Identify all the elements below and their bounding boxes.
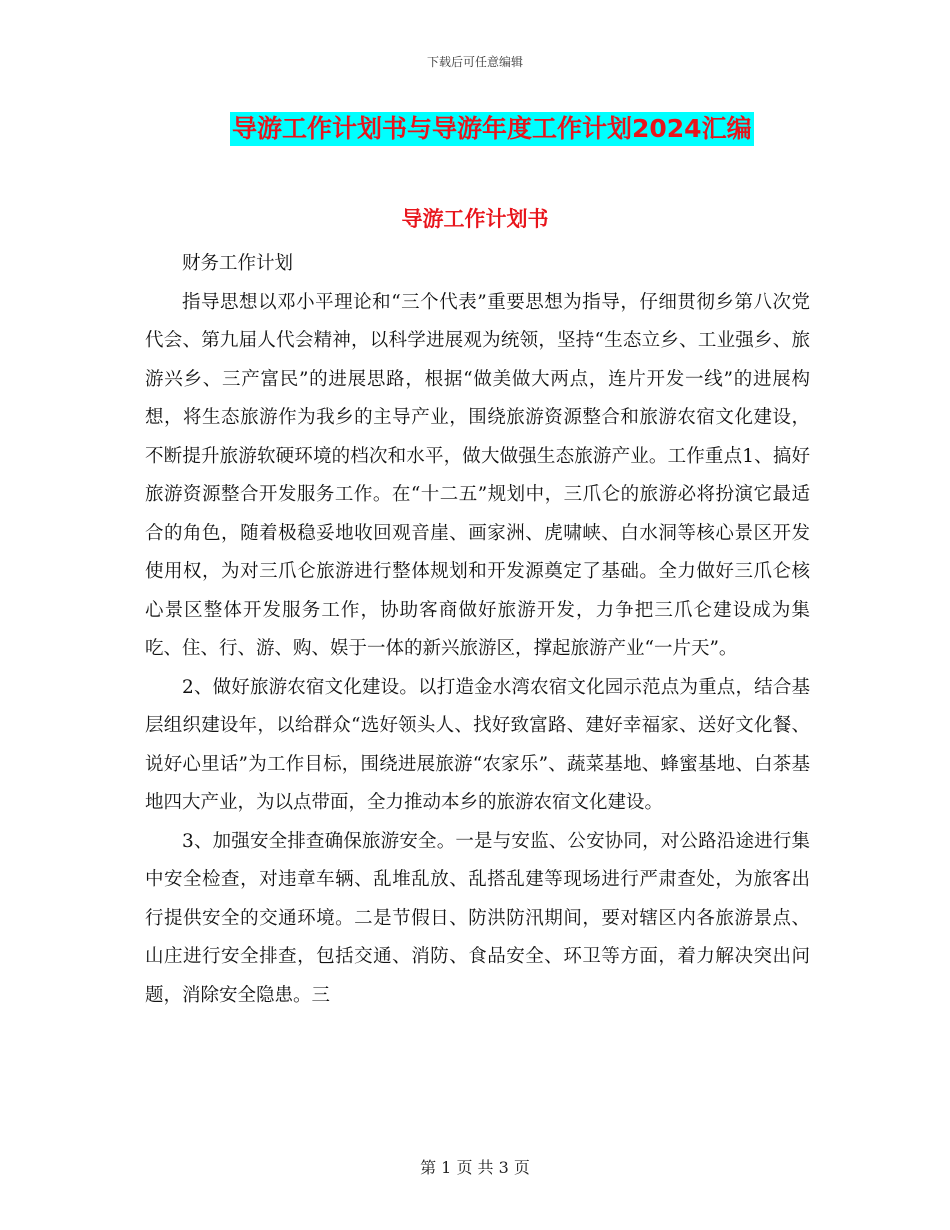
paragraph-heading: 财务工作计划 xyxy=(182,253,294,274)
paragraph: 2、做好旅游农宿文化建设。以打造金水湾农宿文化园示范点为重点，结合基层组织建设年，以给群众“选好领头人、找好致富路、建好幸福家、送好文化餐、说好心里话”为工作目标，围绕进展旅游“农家乐”、蔬菜基地、蜂蜜基地、白茶基地四大产业，为以点带面，全力推动本乡的旅游农宿文化建设。 xyxy=(145,676,810,813)
page-number-footer: 第 1 页 共 3 页 xyxy=(420,1158,530,1177)
paragraph: 指导思想以邓小平理论和“三个代表”重要思想为指导，仔细贯彻乡第八次党代会、第九届人代会精神，以科学进展观为统领，坚持“生态立乡、工业强乡、旅游兴乡、三产富民”的进展思路，根据“做美做大两点，连片开发一线”的进展构想，将生态旅游作为我乡的主导产业，围绕旅游资源整合和旅游农宿文化建设，不断提升旅游软硬环境的档次和水平，做大做强生态旅游产业。工作重点1、搞好旅游资源整合开发服务工作。在“十二五”规划中，三爪仑的旅游必将扮演它最适合的角色，随着极稳妥地收回观音崖、画家洲、虎啸峡、白水洞等核心景区开发使用权，为对三爪仑旅游进行整体规划和开发源奠定了基础。全力做好三爪仑核心景区整体开发服务工作，协助客商做好旅游开发，力争把三爪仑建设成为集吃、住、行、游、购、娱于一体的新兴旅游区，撑起旅游产业“一片天”。 xyxy=(145,291,810,659)
page-header-note: 下载后可任意编辑 xyxy=(426,55,523,69)
document-title: 导游工作计划书与导游年度工作计划2024汇编 xyxy=(230,112,754,146)
section-title: 导游工作计划书 xyxy=(401,207,549,231)
paragraph: 3、加强安全排查确保旅游安全。一是与安监、公安协同，对公路沿途进行集中安全检查，对违章车辆、乱堆乱放、乱搭乱建等现场进行严肃查处，为旅客出行提供安全的交通环境。二是节假日、防洪防汛期间，要对辖区内各旅游景点、山庄进行安全排查，包括交通、消防、食品安全、环卫等方面，着力解决突出问题，消除安全隐患。三 xyxy=(145,830,810,1006)
document-body xyxy=(145,245,810,1015)
